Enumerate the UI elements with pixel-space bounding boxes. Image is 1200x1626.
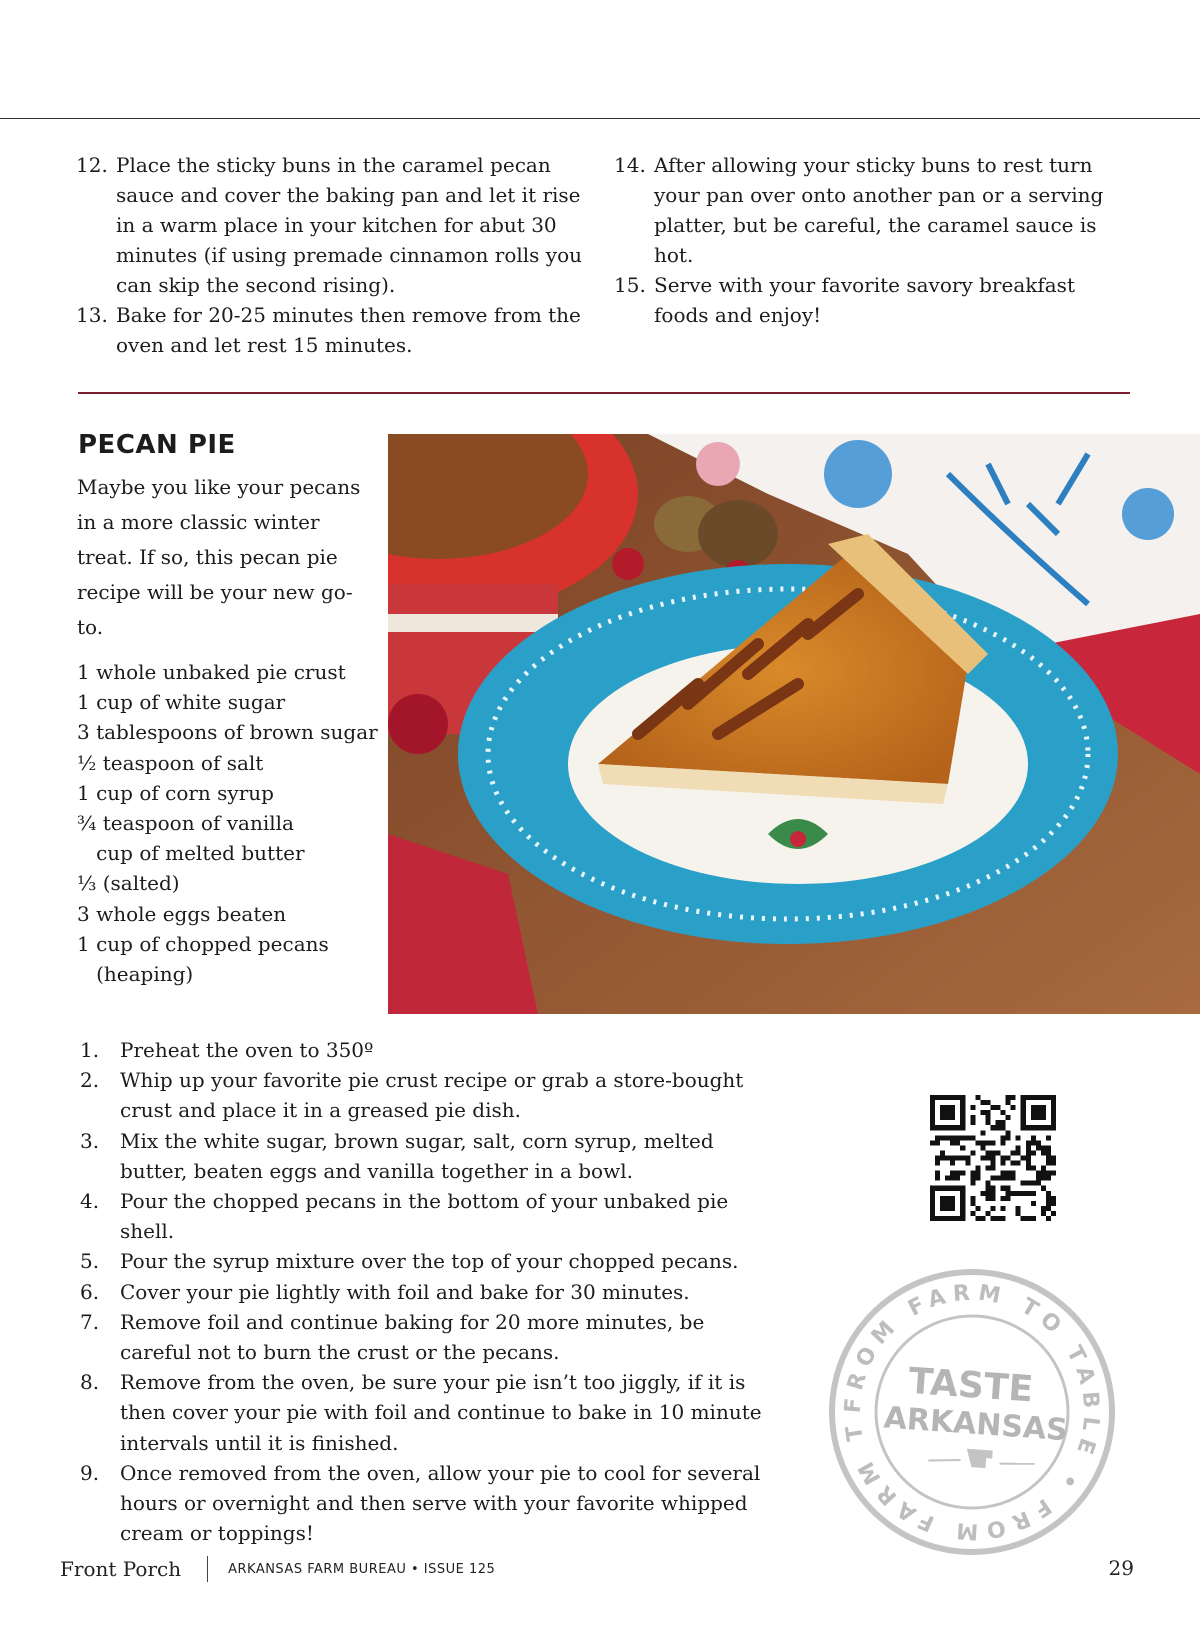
qr-module bbox=[1011, 1105, 1016, 1110]
qr-module bbox=[1031, 1216, 1036, 1221]
qr-module bbox=[1011, 1161, 1016, 1166]
taste-arkansas-stamp bbox=[822, 1262, 1122, 1562]
qr-module bbox=[935, 1176, 940, 1181]
step-text: After allowing your sticky buns to rest turn your pan over onto another pan or a serving platter, but be careful, the caramel sauce is hot. bbox=[654, 153, 1104, 267]
qr-module bbox=[1046, 1206, 1051, 1211]
direction-step bbox=[80, 1126, 780, 1186]
qr-module bbox=[970, 1181, 975, 1186]
qr-module bbox=[965, 1161, 970, 1166]
qr-module bbox=[1001, 1161, 1006, 1166]
qr-module bbox=[1006, 1155, 1011, 1160]
qr-module bbox=[940, 1196, 955, 1211]
direction-step bbox=[80, 1035, 780, 1065]
qr-module bbox=[1026, 1166, 1031, 1171]
qr-module bbox=[1026, 1191, 1031, 1196]
qr-module bbox=[985, 1211, 990, 1216]
qr-module bbox=[996, 1216, 1001, 1221]
qr-module bbox=[1036, 1145, 1041, 1150]
pecan-pie-illustration bbox=[388, 434, 1200, 1014]
qr-module bbox=[970, 1135, 975, 1140]
qr-module bbox=[1031, 1150, 1036, 1155]
ingredient-item: 3 tablespoons of brown sugar bbox=[77, 720, 378, 745]
qr-module bbox=[990, 1186, 995, 1191]
qr-module bbox=[985, 1120, 990, 1125]
step-number: 1. bbox=[80, 1038, 100, 1062]
direction-step bbox=[80, 1246, 780, 1276]
qr-module bbox=[1026, 1216, 1031, 1221]
footer-divider bbox=[207, 1556, 208, 1582]
qr-module bbox=[980, 1100, 985, 1105]
qr-module bbox=[1051, 1196, 1056, 1201]
qr-module bbox=[1001, 1216, 1006, 1221]
ingredient-item: (heaping) bbox=[77, 962, 194, 987]
qr-module bbox=[980, 1191, 985, 1196]
qr-module bbox=[990, 1206, 995, 1211]
step-text: Whip up your favorite pie crust recipe or grab a store-bought crust and place it in a greased pie dish. bbox=[120, 1068, 744, 1123]
page-footer bbox=[60, 1556, 495, 1582]
qr-module bbox=[985, 1150, 990, 1155]
qr-module bbox=[1041, 1211, 1046, 1216]
step-number: 14. bbox=[614, 153, 646, 177]
step-number: 5. bbox=[80, 1249, 100, 1274]
qr-module bbox=[985, 1115, 990, 1120]
qr-module bbox=[935, 1171, 940, 1176]
qr-module bbox=[996, 1150, 1001, 1155]
qr-module bbox=[1051, 1211, 1056, 1216]
step-text: Mix the white sugar, brown sugar, salt, corn syrup, melted butter, beaten eggs and vanilla together in a bowl. bbox=[120, 1128, 714, 1183]
qr-module bbox=[1016, 1135, 1021, 1140]
ingredient-item: cup of melted butter bbox=[77, 841, 305, 866]
qr-module bbox=[1006, 1171, 1011, 1176]
qr-module bbox=[996, 1125, 1001, 1130]
qr-module bbox=[975, 1095, 980, 1100]
qr-module bbox=[960, 1155, 965, 1160]
svg-text:TASTE: TASTE bbox=[907, 1360, 1035, 1411]
qr-module bbox=[1001, 1155, 1006, 1160]
step-14 bbox=[614, 150, 1134, 270]
qr-module bbox=[1041, 1145, 1046, 1150]
qr-module bbox=[975, 1140, 980, 1145]
qr-module bbox=[1041, 1166, 1046, 1171]
qr-module bbox=[1026, 1155, 1031, 1160]
qr-module bbox=[1001, 1125, 1006, 1130]
qr-module bbox=[1011, 1150, 1016, 1155]
qr-module bbox=[1016, 1211, 1021, 1216]
qr-module bbox=[1006, 1191, 1011, 1196]
step-number: 8. bbox=[80, 1370, 100, 1395]
step-text: Once removed from the oven, allow your pie to cool for several hours or overnight and then serve with your favorite whipped cream or toppings! bbox=[120, 1460, 761, 1546]
step-number: 12. bbox=[76, 153, 108, 177]
qr-module bbox=[1051, 1171, 1056, 1176]
qr-module bbox=[990, 1150, 995, 1155]
step-13 bbox=[76, 300, 596, 360]
qr-module bbox=[1041, 1186, 1046, 1191]
qr-module bbox=[935, 1161, 940, 1166]
publication-info: ARKANSAS FARM BUREAU • ISSUE 125 bbox=[228, 1561, 496, 1577]
step-text: Remove from the oven, be sure your pie isn’t too jiggly, if it is then cover your pie with foil and continue to bake in 10 minute intervals until it is finished. bbox=[120, 1370, 762, 1455]
qr-module bbox=[1026, 1150, 1031, 1155]
qr-module bbox=[1046, 1216, 1051, 1221]
qr-module bbox=[950, 1176, 955, 1181]
qr-module bbox=[990, 1191, 995, 1196]
qr-module bbox=[960, 1135, 965, 1140]
sticky-buns-steps-left bbox=[76, 150, 596, 360]
svg-text:ARKANSAS: ARKANSAS bbox=[882, 1400, 1069, 1449]
qr-module bbox=[975, 1166, 980, 1171]
step-text: Preheat the oven to 350º bbox=[120, 1038, 374, 1062]
directions-list bbox=[80, 1035, 780, 1548]
qr-module bbox=[990, 1196, 995, 1201]
qr-module bbox=[985, 1166, 990, 1171]
qr-module bbox=[1001, 1196, 1006, 1201]
qr-module bbox=[985, 1100, 990, 1105]
step-number: 7. bbox=[80, 1309, 100, 1334]
qr-module bbox=[1026, 1145, 1031, 1150]
qr-module bbox=[985, 1196, 990, 1201]
qr-module bbox=[1001, 1171, 1006, 1176]
qr-module bbox=[1016, 1191, 1021, 1196]
qr-module bbox=[990, 1161, 995, 1166]
qr-module bbox=[970, 1201, 975, 1206]
step-text: Pour the syrup mixture over the top of your chopped pecans. bbox=[120, 1249, 739, 1274]
qr-module bbox=[965, 1135, 970, 1140]
ingredient-item: ⅓ (salted) bbox=[77, 871, 180, 896]
qr-module bbox=[990, 1155, 995, 1160]
qr-module bbox=[1006, 1100, 1011, 1105]
qr-module bbox=[980, 1130, 985, 1135]
step-number: 13. bbox=[76, 303, 108, 327]
ingredient-item: 3 whole eggs beaten bbox=[77, 901, 287, 926]
qr-module bbox=[996, 1176, 1001, 1181]
qr-module bbox=[1001, 1140, 1006, 1145]
direction-step bbox=[80, 1307, 780, 1367]
section-divider bbox=[78, 392, 1130, 394]
step-number: 4. bbox=[80, 1189, 100, 1214]
step-text: Pour the chopped pecans in the bottom of your unbaked pie shell. bbox=[120, 1189, 729, 1244]
qr-module bbox=[970, 1150, 975, 1155]
qr-module bbox=[1026, 1181, 1031, 1186]
qr-module bbox=[1036, 1176, 1041, 1181]
qr-module bbox=[945, 1155, 950, 1160]
qr-module bbox=[1051, 1201, 1056, 1206]
qr-module bbox=[1041, 1206, 1046, 1211]
direction-step bbox=[80, 1367, 780, 1458]
qr-module bbox=[970, 1196, 975, 1201]
qr-module bbox=[980, 1140, 985, 1145]
qr-module bbox=[950, 1135, 955, 1140]
step-text: Bake for 20-25 minutes then remove from the oven and let rest 15 minutes. bbox=[116, 303, 581, 357]
qr-module bbox=[1046, 1155, 1051, 1160]
step-number: 2. bbox=[80, 1068, 100, 1093]
qr-module bbox=[955, 1171, 960, 1176]
qr-module bbox=[990, 1176, 995, 1181]
ingredient-item: 1 cup of chopped pecans bbox=[77, 931, 329, 956]
qr-module bbox=[980, 1145, 985, 1150]
qr-module bbox=[990, 1125, 995, 1130]
magazine-brand: Front Porch bbox=[60, 1557, 182, 1581]
step-number: 9. bbox=[80, 1460, 100, 1485]
qr-module bbox=[940, 1105, 955, 1120]
qr-module bbox=[1021, 1216, 1026, 1221]
qr-module bbox=[1046, 1171, 1051, 1176]
qr-module bbox=[996, 1120, 1001, 1125]
qr-module bbox=[970, 1176, 975, 1181]
step-number: 15. bbox=[614, 273, 646, 297]
qr-module bbox=[1036, 1181, 1041, 1186]
qr-module bbox=[950, 1161, 955, 1166]
qr-module bbox=[1006, 1176, 1011, 1181]
qr-module bbox=[1001, 1186, 1006, 1191]
qr-code-icon bbox=[930, 1095, 1056, 1221]
qr-module bbox=[985, 1140, 990, 1145]
top-rule bbox=[0, 118, 1200, 119]
qr-module bbox=[1021, 1181, 1026, 1186]
ingredient-item: ½ teaspoon of salt bbox=[77, 750, 264, 775]
qr-module bbox=[1026, 1140, 1031, 1145]
step-15 bbox=[614, 270, 1134, 330]
qr-module bbox=[1026, 1161, 1031, 1166]
qr-module bbox=[1006, 1135, 1011, 1140]
qr-module bbox=[1036, 1171, 1041, 1176]
step-text: Place the sticky buns in the caramel pecan sauce and cover the baking pan and let it rise in a warm place in your kitchen for abut 30 minutes (if using premade cinnamon rolls you can skip the second rising). bbox=[116, 153, 583, 297]
qr-module bbox=[990, 1105, 995, 1110]
step-text: Cover your pie lightly with foil and bake for 30 minutes. bbox=[120, 1279, 690, 1304]
qr-module bbox=[1001, 1135, 1006, 1140]
qr-module bbox=[970, 1105, 975, 1110]
qr-module bbox=[1051, 1155, 1056, 1160]
qr-module bbox=[935, 1135, 940, 1140]
qr-module bbox=[1041, 1171, 1046, 1176]
qr-module bbox=[1001, 1206, 1006, 1211]
step-number: 6. bbox=[80, 1279, 100, 1304]
qr-code[interactable] bbox=[930, 1095, 1056, 1221]
qr-module bbox=[1046, 1135, 1051, 1140]
qr-module bbox=[970, 1171, 975, 1176]
step-12 bbox=[76, 150, 596, 300]
qr-module bbox=[970, 1120, 975, 1125]
recipe-intro: Maybe you like your pecans in a more classic winter treat. If so, this pecan pie recipe will be your new go-to. bbox=[77, 475, 361, 639]
qr-module bbox=[975, 1176, 980, 1181]
qr-module bbox=[980, 1110, 985, 1115]
qr-module bbox=[1046, 1150, 1051, 1155]
qr-module bbox=[975, 1171, 980, 1176]
step-number: 3. bbox=[80, 1128, 100, 1153]
qr-module bbox=[975, 1216, 980, 1221]
qr-module bbox=[1031, 1201, 1036, 1206]
step-text: Remove foil and continue baking for 20 more minutes, be careful not to burn the crust or the pecans. bbox=[120, 1309, 705, 1365]
direction-step bbox=[80, 1277, 780, 1307]
qr-module bbox=[985, 1110, 990, 1115]
recipe-title: PECAN PIE bbox=[78, 430, 236, 460]
svg-text:FROM FARM TO TABLE • FROM FARM: FROM FARM TO TABLE • FROM FARM TO bbox=[840, 1280, 1104, 1544]
qr-module bbox=[1031, 1181, 1036, 1186]
qr-module bbox=[1006, 1130, 1011, 1135]
qr-module bbox=[1006, 1115, 1011, 1120]
qr-module bbox=[930, 1140, 935, 1145]
qr-module bbox=[980, 1216, 985, 1221]
qr-module bbox=[1031, 1140, 1036, 1145]
qr-module bbox=[985, 1155, 990, 1160]
qr-module bbox=[1001, 1120, 1006, 1125]
qr-module bbox=[1006, 1186, 1011, 1191]
qr-module bbox=[1006, 1095, 1011, 1100]
qr-module bbox=[1046, 1196, 1051, 1201]
direction-step bbox=[80, 1186, 780, 1246]
qr-module bbox=[1016, 1206, 1021, 1211]
ingredient-item: 1 cup of white sugar bbox=[77, 690, 286, 715]
qr-module bbox=[985, 1191, 990, 1196]
qr-module bbox=[1031, 1166, 1036, 1171]
qr-module bbox=[960, 1145, 965, 1150]
qr-module bbox=[1031, 1191, 1036, 1196]
qr-module bbox=[990, 1216, 995, 1221]
qr-module bbox=[935, 1140, 940, 1145]
direction-step bbox=[80, 1458, 780, 1549]
qr-module bbox=[955, 1135, 960, 1140]
qr-module bbox=[1021, 1155, 1026, 1160]
qr-module bbox=[1046, 1145, 1051, 1150]
qr-module bbox=[1041, 1150, 1046, 1155]
qr-module bbox=[960, 1171, 965, 1176]
ingredient-item: 1 cup of corn syrup bbox=[77, 780, 274, 805]
qr-module bbox=[1006, 1196, 1011, 1201]
qr-module bbox=[985, 1181, 990, 1186]
qr-module bbox=[950, 1171, 955, 1176]
qr-module bbox=[970, 1115, 975, 1120]
qr-module bbox=[1046, 1176, 1051, 1181]
ingredient-list bbox=[77, 657, 377, 989]
page-number: 29 bbox=[1108, 1556, 1134, 1580]
qr-module bbox=[950, 1155, 955, 1160]
qr-module bbox=[940, 1155, 945, 1160]
qr-module bbox=[1016, 1150, 1021, 1155]
qr-module bbox=[1046, 1201, 1051, 1206]
qr-module bbox=[950, 1140, 955, 1145]
qr-module bbox=[1051, 1161, 1056, 1166]
qr-module bbox=[1016, 1161, 1021, 1166]
qr-module bbox=[965, 1155, 970, 1160]
qr-module bbox=[990, 1166, 995, 1171]
qr-module bbox=[1011, 1095, 1016, 1100]
qr-module bbox=[1041, 1176, 1046, 1181]
qr-module bbox=[1036, 1140, 1041, 1145]
ingredient-item: 1 whole unbaked pie crust bbox=[77, 660, 346, 684]
taste-arkansas-logo bbox=[822, 1262, 1122, 1562]
step-text: Serve with your favorite savory breakfast foods and enjoy! bbox=[654, 273, 1075, 327]
qr-module bbox=[975, 1206, 980, 1211]
qr-module bbox=[1031, 1105, 1046, 1120]
direction-step bbox=[80, 1065, 780, 1125]
qr-module bbox=[970, 1211, 975, 1216]
qr-module bbox=[1016, 1145, 1021, 1150]
qr-module bbox=[996, 1105, 1001, 1110]
qr-module bbox=[955, 1176, 960, 1181]
qr-module bbox=[955, 1140, 960, 1145]
pecan-pie-photo bbox=[388, 434, 1200, 1014]
qr-module bbox=[1046, 1191, 1051, 1196]
ingredient-item: ¾ teaspoon of vanilla bbox=[77, 811, 294, 836]
qr-module bbox=[940, 1150, 945, 1155]
qr-module bbox=[1011, 1191, 1016, 1196]
qr-module bbox=[945, 1176, 950, 1181]
qr-module bbox=[990, 1140, 995, 1145]
qr-module bbox=[935, 1155, 940, 1160]
qr-module bbox=[1046, 1161, 1051, 1166]
qr-module bbox=[1011, 1176, 1016, 1181]
qr-module bbox=[1001, 1176, 1006, 1181]
qr-module bbox=[985, 1186, 990, 1191]
sticky-buns-steps-right bbox=[614, 150, 1134, 330]
qr-module bbox=[1001, 1110, 1006, 1115]
qr-module bbox=[980, 1155, 985, 1160]
qr-module bbox=[1021, 1191, 1026, 1196]
qr-module bbox=[1031, 1135, 1036, 1140]
qr-module bbox=[955, 1155, 960, 1160]
qr-module bbox=[940, 1135, 945, 1140]
qr-module bbox=[1011, 1171, 1016, 1176]
qr-module bbox=[945, 1135, 950, 1140]
